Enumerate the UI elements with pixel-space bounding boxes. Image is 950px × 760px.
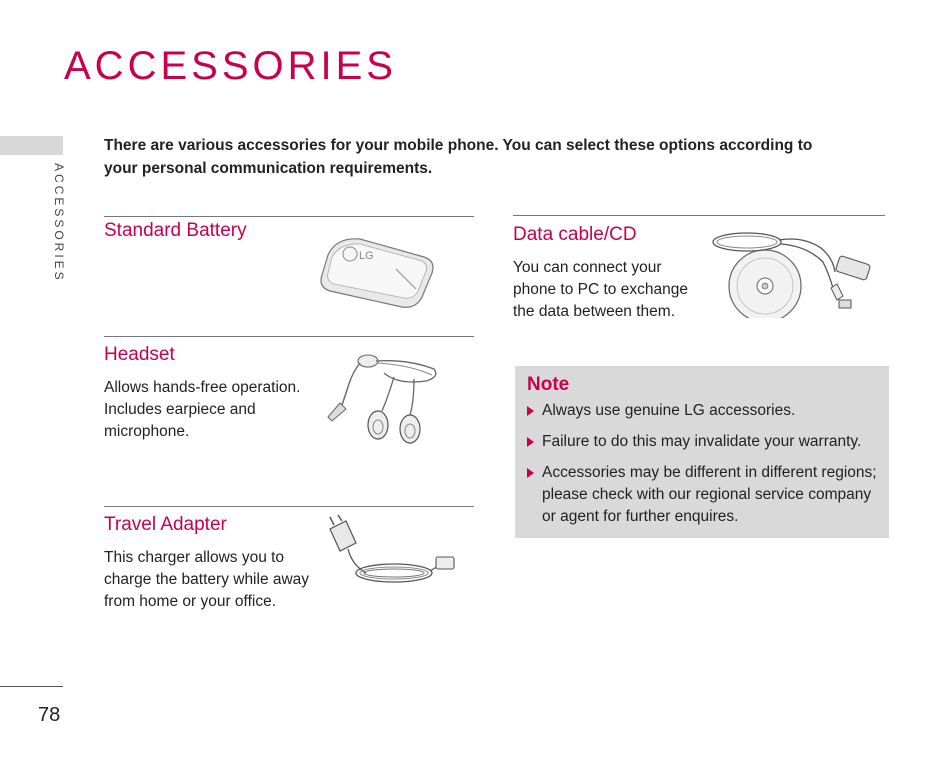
arrow-bullet-icon (527, 468, 534, 478)
side-section-label: ACCESSORIES (52, 163, 66, 283)
note-item (527, 400, 877, 422)
section-description: You can connect your phone to PC to exchange the data between them. (513, 259, 688, 320)
data-cable-cd-illustration (711, 222, 883, 318)
section-title: Headset (104, 344, 175, 365)
arrow-bullet-icon (527, 437, 534, 447)
page-number: 78 (38, 704, 61, 726)
section-data-cable (513, 215, 885, 336)
section-description: Allows hands-free operation. Includes earpiece and microphone. (104, 379, 301, 440)
note-box (515, 366, 889, 538)
section-title: Travel Adapter (104, 514, 227, 535)
section-title: Standard Battery (104, 220, 247, 241)
note-item-text: Accessories may be different in different regions; please check with our regional service company or agent for further enquires. (542, 464, 877, 525)
page-title: ACCESSORIES (64, 44, 397, 88)
headset-illustration (318, 347, 442, 453)
footer-divider (0, 686, 63, 687)
note-item-text: Failure to do this may invalidate your warranty. (542, 433, 862, 450)
section-description: This charger allows you to charge the battery while away from home or your office. (104, 549, 310, 610)
note-item (527, 462, 877, 528)
battery-brand-text: LG (359, 250, 374, 262)
note-list (527, 400, 877, 537)
battery-illustration (312, 227, 444, 313)
arrow-bullet-icon (527, 406, 534, 416)
side-tab-bar (0, 136, 63, 155)
note-item (527, 431, 877, 453)
section-title: Data cable/CD (513, 224, 637, 245)
intro-text: There are various accessories for your mobile phone. You can select these options according to your personal communication requirements. (104, 137, 813, 177)
note-title: Note (527, 374, 570, 395)
note-item-text: Always use genuine LG accessories. (542, 402, 796, 419)
section-headset (104, 336, 474, 497)
section-standard-battery (104, 216, 474, 327)
travel-adapter-illustration (322, 515, 462, 595)
section-travel-adapter (104, 506, 474, 627)
